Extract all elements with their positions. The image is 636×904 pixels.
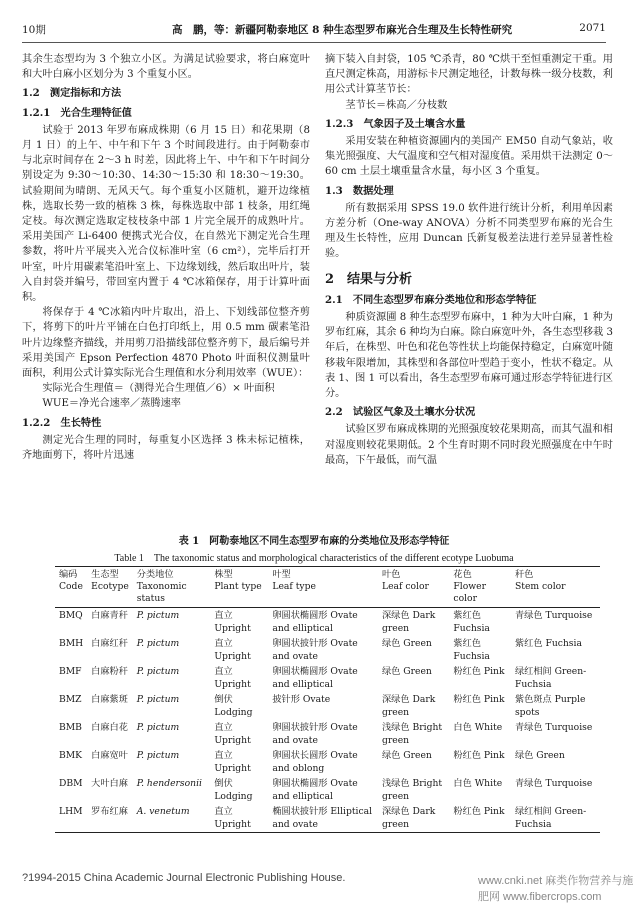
cell-status: A. venetum: [136, 806, 190, 817]
issue-number: 10期: [22, 24, 46, 36]
subsection-heading: 1.2.2 生长特性: [22, 416, 102, 429]
paragraph: 所有数据采用 SPSS 19.0 软件进行统计分析，利用单因素方差分析（One-way ANOVA）分析不同类型罗布麻的光合生理及生长特性，应用 Duncan 氏新复极差法进行差异显著性检验。: [325, 202, 613, 260]
cell-leaf: 卵圆状长圆形 Ovate and oblong: [272, 750, 358, 774]
watermark: www.cnki.net 麻类作物营养与施肥网 www.fibercrops.com: [478, 875, 634, 903]
paragraph: 摘下装入自封袋，105 ℃杀青，80 ℃烘干至恒重测定干重。用直尺测定株高，用游标卡尺测定地径，计数每株一级分枝数，利用公式计算茎节长：: [325, 54, 613, 96]
table-row: [55, 692, 600, 720]
cell-stem: 青绿色 Turquoise: [514, 722, 593, 733]
cell-stem: 青绿色 Turquoise: [514, 610, 593, 621]
section-heading: 1.2 测定指标和方法: [22, 87, 122, 100]
cell-stem: 绿红相间 Green-Fuchsia: [514, 666, 587, 690]
cell-ecotype: 白麻粉秆: [91, 666, 128, 677]
cell-code: BMQ: [59, 610, 83, 621]
cell-leafcolor: 深绿色 Dark green: [382, 610, 436, 634]
subsection-heading: 2.1 不同生态型罗布麻分类地位和形态学特征: [325, 293, 537, 306]
cell-plant: 直立 Upright: [214, 750, 251, 774]
cell-flower: 粉红色 Pink: [453, 750, 505, 761]
cell-leaf: 卵圆状披针形 Ovate and ovate: [272, 722, 358, 746]
cell-flower: 白色 White: [453, 722, 503, 733]
cell-code: DBM: [59, 778, 83, 789]
cell-leafcolor: 绿色 Green: [382, 638, 432, 649]
cell-code: BMZ: [59, 694, 82, 705]
cell-status: P. pictum: [136, 750, 180, 761]
cell-leafcolor: 浅绿色 Bright green: [382, 778, 443, 802]
left-column: [22, 52, 310, 463]
table-row: [55, 608, 600, 637]
cell-ecotype: 大叶白麻: [91, 778, 128, 789]
cell-leafcolor: 深绿色 Dark green: [382, 806, 436, 830]
paragraph: 种质资源圃 8 种生态型罗布麻中，1 种为大叶白麻，1 种为罗布红麻，其余 6 种均为白麻。除白麻宽叶外，各生态型移栽 3 年后，在株型、叶色和花色等性状上均能保持稳定，白麻宽叶随移栽年限增加，其株型和各部位叶型趋于变小，性状不稳定。从表 1、图 1 可以看出，各生态型罗布麻可通过形态学特征进行区分。: [325, 312, 613, 400]
subsection-heading: 2.2 试验区气象及土壤水分状况: [325, 406, 476, 419]
cell-ecotype: 罗布红麻: [91, 806, 128, 817]
section-heading: 2 结果与分析: [325, 271, 413, 287]
cell-status: P. hendersonii: [136, 778, 202, 789]
paragraph: 试验区罗布麻成株期的光照强度较花果期高，而其气温和相对湿度则较花果期低。2 个生育时期不同时段光照强度在中午时最高，下午最低，而气温: [325, 424, 613, 466]
cell-status: P. pictum: [136, 666, 180, 677]
cell-plant: 直立 Upright: [214, 722, 251, 746]
paragraph: 测定光合生理的同时，每重复小区选择 3 株未标记植株，齐地面剪下，将叶片迅速: [22, 434, 310, 462]
copyright-footer: ?1994-2015 China Academic Journal Electronic Publishing House.: [22, 872, 346, 884]
running-title: 高 鹏，等：新疆阿勒泰地区 8 种生态型罗布麻光合生理及生长特性研究: [172, 24, 513, 36]
cell-leafcolor: 浅绿色 Bright green: [382, 722, 443, 746]
cell-plant: 倒伏 Lodging: [214, 778, 253, 802]
cell-plant: 直立 Upright: [214, 638, 251, 662]
table-row: [55, 804, 600, 833]
col-header-leafcolor: 叶色 Leaf color: [382, 569, 429, 592]
table-row: [55, 636, 600, 664]
cell-ecotype: 白麻紫斑: [91, 694, 128, 705]
col-header-ecotype: 生态型 Ecotype: [91, 569, 129, 592]
cell-status: P. pictum: [136, 694, 180, 705]
cell-leafcolor: 绿色 Green: [382, 666, 432, 677]
table-row: [55, 720, 600, 748]
cell-flower: 白色 White: [453, 778, 503, 789]
cell-leaf: 卵圆状披针形 Ovate and ovate: [272, 638, 358, 662]
cell-plant: 直立 Upright: [214, 806, 251, 830]
cell-stem: 紫色斑点 Purple spots: [514, 694, 586, 718]
table-row: [55, 664, 600, 692]
cell-plant: 直立 Upright: [214, 666, 251, 690]
cell-status: P. pictum: [136, 638, 180, 649]
cell-status: P. pictum: [136, 610, 180, 621]
cell-stem: 绿红相间 Green-Fuchsia: [514, 806, 587, 830]
formula: WUE＝净光合速率／蒸腾速率: [42, 398, 181, 410]
cell-leaf: 椭圆状披针形 Elliptical and ovate: [272, 806, 373, 830]
cell-leaf: 卵圆状椭圆形 Ovate and elliptical: [272, 778, 358, 802]
cell-ecotype: 白麻红秆: [91, 638, 128, 649]
col-header-stem: 秆色 Stem color: [514, 569, 566, 592]
paragraph: 采用安装在种植资源圃内的美国产 EM50 自动气象站，收集光照强度、大气温度和空气相对湿度值。采用烘干法测定 0～60 cm 土层土壤重量含水量，每小区 3 个重复。: [325, 136, 613, 178]
formula: 实际光合生理值＝（测得光合生理值／6）× 叶面积: [42, 383, 275, 395]
cell-leaf: 卵圆状椭圆形 Ovate and elliptical: [272, 610, 358, 634]
paragraph: 其余生态型均为 3 个独立小区。为满足试验要求，将白麻宽叶和大叶白麻小区划分为 3 个重复小区。: [22, 54, 310, 81]
right-column: [325, 52, 613, 468]
cell-flower: 粉红色 Pink: [453, 666, 505, 677]
cell-leafcolor: 绿色 Green: [382, 750, 432, 761]
formula: 茎节长＝株高／分枝数: [345, 99, 448, 111]
cell-code: BMH: [59, 638, 84, 649]
col-header-plant: 株型 Plant type: [214, 569, 262, 592]
cell-plant: 倒伏 Lodging: [214, 694, 253, 718]
cell-ecotype: 白麻宽叶: [91, 750, 128, 761]
running-header: [22, 20, 606, 38]
subsection-heading: 1.2.3 气象因子及土壤含水量: [325, 117, 466, 130]
cell-code: BMB: [59, 722, 82, 733]
table-row: [55, 776, 600, 804]
cell-code: LHM: [59, 806, 83, 817]
cell-flower: 紫红色 Fuchsia: [453, 638, 490, 662]
col-header-code: 编码 Code: [59, 569, 83, 592]
cell-flower: 紫红色 Fuchsia: [453, 610, 490, 634]
cell-flower: 粉红色 Pink: [453, 694, 505, 705]
cell-leaf: 披针形 Ovate: [272, 694, 331, 705]
cell-ecotype: 白麻白花: [91, 722, 128, 733]
table-header-row: [55, 567, 600, 608]
table-caption-cn: 表 1 阿勒泰地区不同生态型罗布麻的分类地位及形态学特征: [178, 536, 450, 547]
cell-stem: 紫红色 Fuchsia: [514, 638, 582, 649]
header-rule: [22, 42, 606, 43]
subsection-heading: 1.3 数据处理: [325, 184, 394, 197]
cell-code: BMF: [59, 666, 82, 677]
paragraph: 试验于 2013 年罗布麻成株期（6 月 15 日）和花果期（8 月 1 日）的上午、中午和下午 3 个时间段进行。由于阿勒泰市与北京时间存在 2～3 h 时差，因此将上午、中午和下午时间分别设定为 9:30～10:30、14:30～15:30 和 18:30～19:30。试验期间为晴朗、无风天气。每个重复小区随机，避开边缘植株，选取长势一致的植株 3 株，每株选取中部 1 枝条，用红绳定枝。每次测定选取定枝枝条中部 1 片完全展开的成熟叶片。采用美国产 Li-6400 便携式光合仪，在自然光下测定光合生理参数，将叶片平展夹入光合仪标准叶室（6 cm²），完毕后打开叶室，叶片用碳素笔沿叶室上、下边缘划线，然后取出叶片，装入自封袋并编号，带回室内置于 4 ℃冰箱保存，用于计算叶面积。: [22, 124, 310, 304]
cell-ecotype: 白麻青秆: [91, 610, 128, 621]
cell-flower: 粉红色 Pink: [453, 806, 505, 817]
table-row: [55, 748, 600, 776]
col-header-flower: 花色 Flower color: [453, 569, 486, 604]
cell-plant: 直立 Upright: [214, 610, 251, 634]
subsection-heading: 1.2.1 光合生理特征值: [22, 106, 132, 119]
cell-stem: 青绿色 Turquoise: [514, 778, 593, 789]
cell-leafcolor: 深绿色 Dark green: [382, 694, 436, 718]
cell-stem: 绿色 Green: [514, 750, 565, 761]
ecotype-table: [55, 566, 600, 833]
col-header-status: 分类地位 Taxonomic status: [136, 569, 187, 604]
cell-status: P. pictum: [136, 722, 180, 733]
cell-code: BMK: [59, 750, 83, 761]
page-number: 2071: [579, 22, 606, 34]
cell-leaf: 卵圆状椭圆形 Ovate and elliptical: [272, 666, 358, 690]
col-header-leaf: 叶型 Leaf type: [272, 569, 316, 592]
table-caption-en: Table 1 The taxonomic status and morphological characteristics of the different ecotype Luobuma: [114, 553, 514, 564]
paragraph: 将保存于 4 ℃冰箱内叶片取出，沿上、下划线部位整齐剪下，将剪下的叶片平铺在白色打印纸上，用 0.5 mm 碳素笔沿叶片边缘整齐描线，并用剪刀沿描线部位整齐剪下，最后编号并采用美国产 Epson Perfection 4870 Photo 叶面积仪测量叶面积，利用公式计算实际光合生理值和水分利用效率（WUE）：: [22, 307, 310, 380]
